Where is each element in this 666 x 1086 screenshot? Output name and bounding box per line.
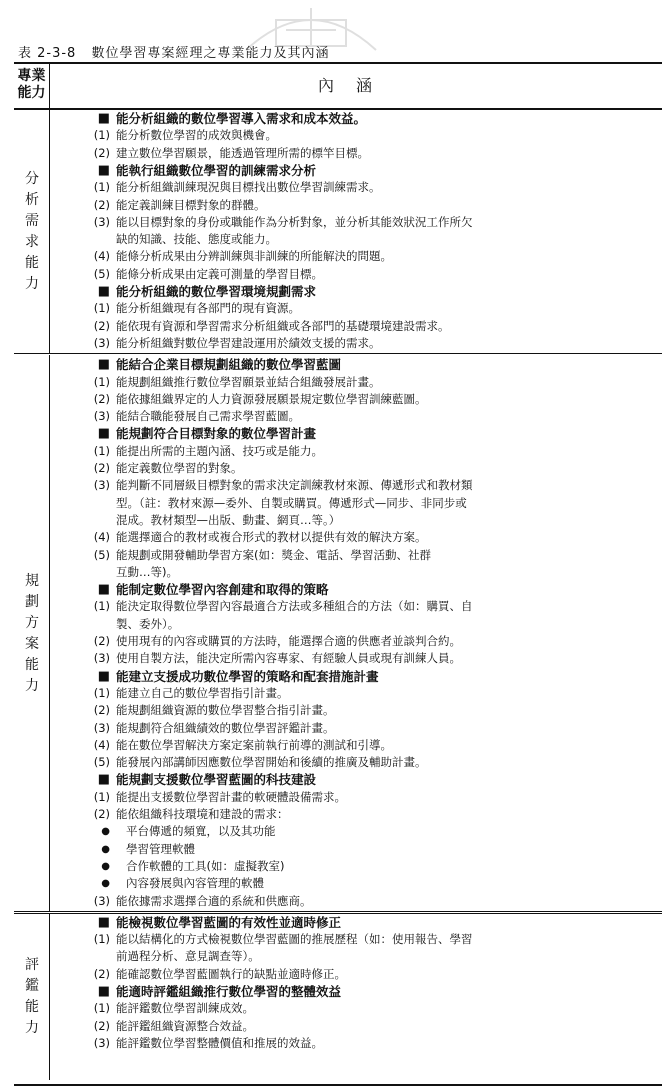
square-bullet-icon: ■ xyxy=(97,772,110,788)
section-heading-line xyxy=(52,668,660,685)
item-number: (3) xyxy=(93,651,110,666)
line-text: 混成。教材類型—出版、動畫、網頁…等。） xyxy=(116,512,341,527)
line-text: 能分析組織訓練現況與目標找出數位學習訓練需求。 xyxy=(116,180,381,195)
section-heading-line xyxy=(52,581,660,598)
line-text: 能以結構化的方式檢視數位學習藍圖的推展歷程（如：使用報告、學習 xyxy=(116,932,473,947)
item-number: (2) xyxy=(93,807,110,821)
content-line xyxy=(52,318,660,335)
line-text: 能規劃或開發輔助學習方案(如：獎金、電話、學習活動、社群 xyxy=(116,547,431,562)
header-competency: 專業能力 xyxy=(14,64,50,108)
line-text: 能提出支援數位學習計畫的軟硬體設備需求。 xyxy=(116,789,346,804)
content-line xyxy=(52,197,660,214)
content-line xyxy=(52,512,660,529)
line-text: 學習管理軟體 xyxy=(126,841,195,856)
line-text: 能適時評鑑組織推行數位學習的整體效益 xyxy=(116,984,342,999)
line-text: 能依據組織界定的人力資源發展願景規定數位學習訓練藍圖。 xyxy=(116,391,427,406)
line-text: 能建立自己的數位學習指引計畫。 xyxy=(116,685,289,700)
content-line xyxy=(52,391,660,408)
item-number: (1) xyxy=(93,599,110,614)
line-text: 能在數位學習解決方案定案前執行前導的測試和引導。 xyxy=(116,737,392,752)
line-text: 能規劃支援數位學習藍圖的科技建設 xyxy=(116,772,317,788)
content-line xyxy=(52,754,660,771)
line-text: 能決定取得數位學習內容最適合方法或多種組合的方法（如：購買、自 xyxy=(116,599,473,614)
square-bullet-icon: ■ xyxy=(97,284,110,299)
line-text: 能判斷不同層級目標對象的需求決定訓練教材來源、傳遞形式和教材類 xyxy=(116,478,473,493)
square-bullet-icon: ■ xyxy=(97,582,110,598)
line-text: 能分析組織的數位學習環境規劃需求 xyxy=(116,284,317,299)
item-number: (3) xyxy=(93,409,110,424)
item-number: (5) xyxy=(93,755,110,770)
section-heading-line xyxy=(52,425,660,442)
header-content: 內涵 xyxy=(317,76,394,95)
line-text: 型。（註：教材來源—委外、自製或購買。傳遞形式—同步、非同步或 xyxy=(116,495,467,510)
square-bullet-icon: ■ xyxy=(97,984,110,999)
item-number: (5) xyxy=(93,547,110,562)
line-text: 缺的知識、技能、態度或能力。 xyxy=(116,232,277,247)
item-number: (1) xyxy=(93,180,110,195)
content-line xyxy=(52,564,660,581)
content-line xyxy=(52,931,660,948)
section-heading-line xyxy=(52,914,660,931)
item-number: (5) xyxy=(93,266,110,281)
line-text: 內容發展與內容管理的軟體 xyxy=(126,876,264,891)
line-text: 能評鑑數位學習訓練成效。 xyxy=(116,1001,254,1016)
item-number: (1) xyxy=(93,374,110,389)
section-heading-line xyxy=(52,283,660,300)
content-line xyxy=(52,1018,660,1035)
line-text: 製、委外）。 xyxy=(116,616,180,631)
content-line xyxy=(52,231,660,248)
bullet-line xyxy=(52,823,660,840)
square-bullet-icon: ■ xyxy=(97,162,110,178)
category-label: 規 劃 方 案 能 力 xyxy=(25,572,39,694)
line-text: 能建立支援成功數位學習的策略和配套措施計畫 xyxy=(116,668,379,684)
dot-bullet-icon: ● xyxy=(101,843,110,855)
section-divider xyxy=(14,353,662,354)
item-number: (4) xyxy=(93,737,110,752)
content-line xyxy=(52,948,660,965)
line-text: 能依組織科技環境和建設的需求： xyxy=(116,807,289,821)
line-text: 能分析組織的數位學習導入需求和成本效益。 xyxy=(116,111,367,126)
line-text: 能提出所需的主題內涵、技巧或是能力。 xyxy=(116,443,323,458)
item-number: (1) xyxy=(93,685,110,700)
line-text: 能依現有資源和學習需求分析組織或各部門的基礎環境建設需求。 xyxy=(116,318,450,333)
bullet-line xyxy=(52,858,660,875)
line-text: 能評鑑數位學習整體價值和推展的效益。 xyxy=(116,1035,323,1050)
content-line xyxy=(52,702,660,719)
item-number: (1) xyxy=(93,932,110,947)
item-number: (2) xyxy=(93,703,110,718)
section-heading-line xyxy=(52,110,660,127)
section-heading-line xyxy=(52,162,660,179)
dot-bullet-icon: ● xyxy=(101,878,110,890)
item-number: (1) xyxy=(93,301,110,316)
line-text: 能選擇適合的教材或複合形式的教材以提供有效的解決方案。 xyxy=(116,530,427,545)
line-text: 合作軟體的工具(如：虛擬教室) xyxy=(126,858,285,873)
square-bullet-icon: ■ xyxy=(97,914,110,930)
line-text: 能定義數位學習的對象。 xyxy=(116,461,243,475)
section-heading-line xyxy=(52,983,660,1000)
line-text: 能分析數位學習的成效與機會。 xyxy=(116,128,277,143)
item-number: (2) xyxy=(93,197,110,212)
square-bullet-icon: ■ xyxy=(97,111,110,126)
line-text: 能依據需求選擇合適的系統和供應商。 xyxy=(116,893,312,908)
line-text: 能規劃符合組織績效的數位學習評鑑計畫。 xyxy=(116,720,335,735)
item-number: (3) xyxy=(93,478,110,493)
dot-bullet-icon: ● xyxy=(101,826,110,838)
line-text: 能檢視數位學習藍圖的有效性並適時修正 xyxy=(116,914,342,930)
category-label: 分 析 需 求 能 力 xyxy=(25,170,39,292)
item-number: (3) xyxy=(93,893,110,908)
content-line xyxy=(52,248,660,265)
bullet-line xyxy=(52,841,660,858)
item-number: (1) xyxy=(93,1001,110,1016)
item-number: (2) xyxy=(93,145,110,160)
item-number: (1) xyxy=(93,789,110,804)
content-line xyxy=(52,737,660,754)
line-text: 能執行組織數位學習的訓練需求分析 xyxy=(116,162,317,178)
line-text: 能評鑑組織資源整合效益。 xyxy=(116,1018,254,1033)
section-heading-line xyxy=(52,356,660,373)
line-text: 使用自製方法，能決定所需內容專家、有經驗人員或現有訓練人員。 xyxy=(116,651,461,666)
content-line xyxy=(52,127,660,144)
item-number: (3) xyxy=(93,214,110,229)
item-number: (1) xyxy=(93,128,110,143)
content-line xyxy=(52,720,660,737)
content-line xyxy=(52,806,660,823)
square-bullet-icon: ■ xyxy=(97,426,110,442)
item-number: (3) xyxy=(93,720,110,735)
line-text: 能結合企業目標規劃組織的數位學習藍圖 xyxy=(116,357,342,373)
category-label: 評 鑑 能 力 xyxy=(25,956,39,1036)
content-line xyxy=(52,374,660,391)
square-bullet-icon: ■ xyxy=(97,668,110,684)
item-number: (2) xyxy=(93,966,110,981)
content-line xyxy=(52,266,660,283)
item-number: (2) xyxy=(93,634,110,648)
content-line xyxy=(52,477,660,494)
item-number: (4) xyxy=(93,530,110,545)
bullet-line xyxy=(52,875,660,892)
line-text: 能條分析成果由定義可測量的學習目標。 xyxy=(116,266,323,281)
item-number: (2) xyxy=(93,461,110,475)
content-line xyxy=(52,443,660,460)
item-number: (2) xyxy=(93,391,110,406)
item-number: (2) xyxy=(93,318,110,333)
content-line xyxy=(52,335,660,352)
table-number: 表 2-3-8 xyxy=(18,46,77,61)
content-line xyxy=(52,598,660,615)
item-number: (2) xyxy=(93,1018,110,1033)
content-line xyxy=(52,633,660,650)
content-line xyxy=(52,495,660,512)
content-line xyxy=(52,685,660,702)
competency-table xyxy=(14,62,662,1086)
content-line xyxy=(52,529,660,546)
line-text: 能條分析成果由分辨訓練與非訓練的所能解決的問題。 xyxy=(116,249,392,264)
table-header-row xyxy=(14,64,662,110)
item-number: (3) xyxy=(93,1035,110,1050)
line-text: 能規劃組織推行數位學習願景並結合組織發展計畫。 xyxy=(116,374,381,389)
section-heading-line xyxy=(52,771,660,788)
content-line xyxy=(52,650,660,667)
line-text: 使用現有的內容或購買的方法時，能選擇合適的供應者並談判合約。 xyxy=(116,634,461,648)
dot-bullet-icon: ● xyxy=(101,860,110,872)
item-number: (1) xyxy=(93,443,110,458)
line-text: 能規劃符合目標對象的數位學習計畫 xyxy=(116,426,317,442)
item-number: (4) xyxy=(93,249,110,264)
table-title: 數位學習專案經理之專業能力及其內涵 xyxy=(91,46,330,61)
line-text: 能分析組織對數位學習建設運用於績效支援的需求。 xyxy=(116,335,381,350)
square-bullet-icon: ■ xyxy=(97,357,110,373)
line-text: 能制定數位學習內容創建和取得的策略 xyxy=(116,582,329,598)
content-line xyxy=(52,145,660,162)
content-line xyxy=(52,179,660,196)
content-line xyxy=(52,789,660,806)
line-text: 互動…等)。 xyxy=(116,564,178,579)
table-caption xyxy=(18,42,658,61)
content-line xyxy=(52,893,660,910)
content-line xyxy=(52,966,660,983)
content-line xyxy=(52,1000,660,1017)
line-text: 能分析組織現有各部門的現有資源。 xyxy=(116,301,300,316)
content-line xyxy=(52,547,660,564)
line-text: 前過程分析、意見調查等）。 xyxy=(116,949,260,964)
content-line xyxy=(52,460,660,477)
line-text: 能定義訓練目標對象的群體。 xyxy=(116,197,266,212)
content-line xyxy=(52,300,660,317)
line-text: 平台傳遞的頻寬，以及其功能 xyxy=(126,824,276,839)
item-number: (3) xyxy=(93,335,110,350)
content-line xyxy=(52,214,660,231)
line-text: 能結合職能發展自己需求學習藍圖。 xyxy=(116,409,300,424)
line-text: 建立數位學習願景，能透過管理所需的標竿目標。 xyxy=(116,145,369,160)
line-text: 能發展內部講師因應數位學習開始和後續的推廣及輔助計畫。 xyxy=(116,755,427,770)
line-text: 能以目標對象的身份或職能作為分析對象，並分析其能效狀況工作所欠 xyxy=(116,214,473,229)
content-line xyxy=(52,408,660,425)
content-line xyxy=(52,616,660,633)
line-text: 能規劃組織資源的數位學習整合指引計畫。 xyxy=(116,703,335,718)
line-text: 能確認數位學習藍圖執行的缺點並適時修正。 xyxy=(116,966,346,981)
content-line xyxy=(52,1035,660,1052)
